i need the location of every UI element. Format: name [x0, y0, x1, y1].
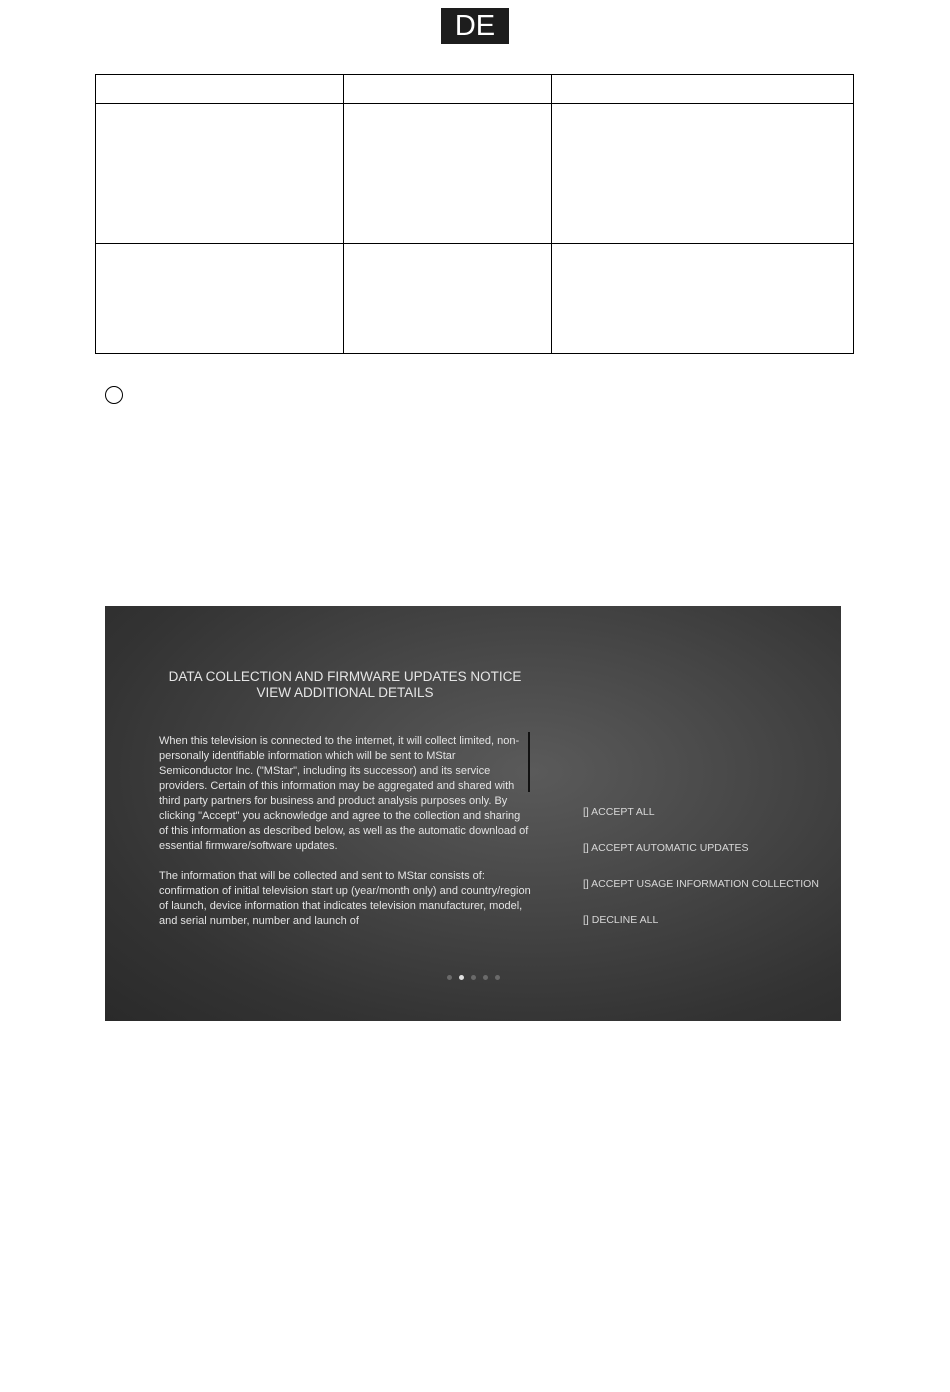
decline-all-option[interactable]: [] DECLINE ALL	[583, 914, 659, 926]
accept-usage-information-option[interactable]: [] ACCEPT USAGE INFORMATION COLLECTION	[583, 878, 819, 890]
table-cell	[344, 104, 552, 243]
circle-marker-icon	[105, 386, 123, 404]
notice-paragraph: When this television is connected to the internet, it will collect limited, non-personally identifiable information which will be sent to MStar Semiconductor Inc. ("MStar", including its successor) and its service providers. Certain of this information may be aggregated and shared with third party partners for business and product analysis purposes only. By clicking "Accept" you acknowledge and agree to the collection and sharing of this information as described below, as well as the automatic download of essential firmware/software updates.	[159, 735, 529, 852]
table-row	[96, 244, 853, 353]
page-dot	[471, 975, 476, 980]
view-details-link[interactable]: VIEW ADDITIONAL DETAILS	[256, 685, 434, 700]
page-dot	[483, 975, 488, 980]
tv-screenshot	[105, 606, 841, 1021]
table-cell	[552, 244, 853, 353]
table-cell	[96, 75, 344, 103]
accept-automatic-updates-option[interactable]: [] ACCEPT AUTOMATIC UPDATES	[583, 842, 749, 854]
language-badge: DE	[441, 8, 509, 44]
page-dot	[495, 975, 500, 980]
accept-all-option[interactable]: [] ACCEPT ALL	[583, 806, 655, 818]
table-cell	[96, 244, 344, 353]
table-cell	[552, 75, 853, 103]
notice-title	[155, 669, 535, 701]
scrollbar[interactable]	[528, 732, 530, 792]
page-dot	[447, 975, 452, 980]
table-cell	[344, 244, 552, 353]
notice-body[interactable]	[159, 734, 531, 944]
notice-title-line: DATA COLLECTION AND FIRMWARE UPDATES NOTICE	[168, 669, 522, 684]
table-cell	[96, 104, 344, 243]
table-cell	[552, 104, 853, 243]
page-dot	[459, 975, 464, 980]
table-header-row	[96, 75, 853, 104]
table-cell	[344, 75, 552, 103]
table-row	[96, 104, 853, 244]
notice-paragraph: The information that will be collected and sent to MStar consists of: confirmation of initial television start up (year/month only) and country/region of launch, device information that indicates television manufacturer, model, and serial number, number and launch of	[159, 870, 531, 927]
empty-table	[95, 74, 854, 354]
